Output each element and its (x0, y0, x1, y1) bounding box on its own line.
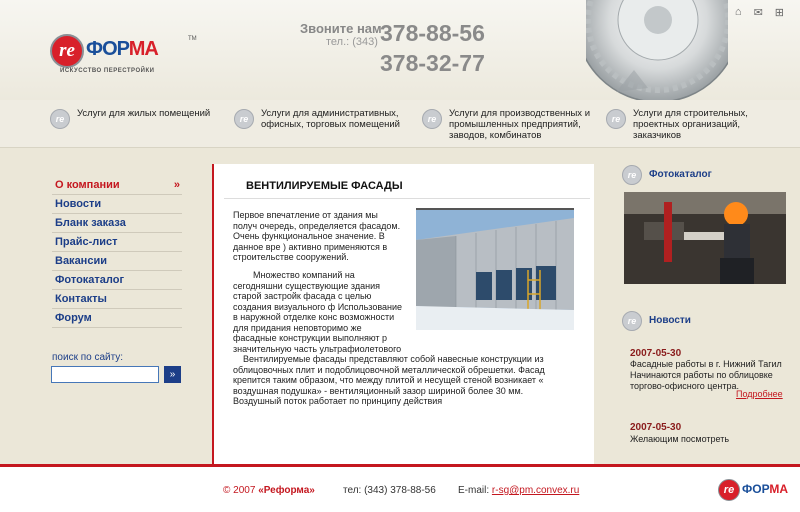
news-header[interactable] (622, 310, 691, 331)
top-icons (735, 6, 784, 19)
paragraph-3: Вентилируемые фасады представляют собой навесные конструкции из облицовочных плит и подоблицовочной металлической обрешетки. Фасад крепится таким образом, что между плитой и несущей стеной возникает « воздушная подушка» - вентиляционный зазор шириной более 30 мм. Воздушный поток работает по принципу действия (233, 354, 545, 406)
news-text-1[interactable]: Фасадные работы в г. Нижний Тагил Начинаются работы по облицовке торгово-офисного центра. (630, 359, 782, 391)
footer (0, 467, 800, 512)
service-industrial[interactable]: re Услуги для производственных и промышленных предприятий, заводов, комбинатов (422, 108, 592, 141)
logo-wordmark: ФОРМА (86, 38, 158, 60)
paragraph-2: Множество компаний на сегодняшни существующие здания старой застройк фасада с целью создания визуального ф Использование в наружной отделке конс возможности для придания неповторимо же фасадные конструкции выполняют р значительную часть ультрафиолетового (233, 270, 403, 354)
service-offices[interactable]: re Услуги для административных, офисных, торговых помещений (234, 108, 404, 130)
building-facade-image (416, 208, 574, 330)
nav-item-contacts[interactable]: Контакты (52, 290, 182, 309)
re-icon: re (50, 109, 70, 129)
phone-code: тел.: (343) (326, 36, 378, 48)
chevron-right-icon: » (173, 179, 180, 191)
header (0, 0, 800, 100)
main-content (212, 164, 594, 464)
news-text-2[interactable]: Желающим посмотреть (630, 434, 730, 444)
search-button[interactable]: » (164, 366, 181, 383)
email-link[interactable]: r-sg@pm.convex.ru (491, 485, 580, 496)
service-construction[interactable]: re Услуги для строительных, проектных организаций, заказчиков (606, 108, 776, 141)
saw-blade-image (586, 0, 728, 100)
re-icon: re (606, 109, 626, 129)
logo[interactable] (50, 34, 197, 78)
footer-email: E-mail: r-sg@pm.convex.ru (458, 485, 580, 496)
footer-phone: тел: (343) 378-88-56 (343, 485, 436, 496)
phone-number-1: 378-88-56 (380, 20, 485, 46)
photocatalog-header[interactable] (622, 164, 712, 185)
services-bar (0, 100, 800, 148)
page-title: ВЕНТИЛИРУЕМЫЕ ФАСАДЫ (246, 180, 403, 192)
nav-item-order-form[interactable]: Бланк заказа (52, 214, 182, 233)
nav-item-vacancies[interactable]: Вакансии (52, 252, 182, 271)
phone-call-label: Звоните нам (300, 21, 382, 36)
left-nav (52, 176, 182, 328)
news-more-link[interactable]: Подробнее (736, 389, 783, 399)
logo-mark: re (50, 34, 84, 68)
footer-logo-word: ФОРМА (742, 482, 789, 496)
footer-logo[interactable] (718, 477, 798, 507)
news-date-2: 2007-05-30 (630, 422, 682, 433)
title-divider (224, 198, 590, 199)
sitemap-icon[interactable]: ⊞ (774, 7, 784, 19)
nav-item-photocatalog[interactable]: Фотокаталог (52, 271, 182, 290)
re-icon: re (622, 311, 642, 331)
right-column (620, 164, 800, 464)
home-icon[interactable]: ⌂ (734, 6, 742, 18)
nav-item-news[interactable]: Новости (52, 195, 182, 214)
news-title: Новости (649, 315, 691, 326)
service-residential[interactable]: re Услуги для жилых помещений (50, 108, 220, 129)
search-label: поиск по сайту: (52, 352, 124, 363)
logo-tagline: ИСКУССТВО ПЕРЕСТРОЙКИ (60, 68, 155, 74)
photocatalog-image[interactable] (624, 192, 786, 284)
re-icon: re (422, 109, 442, 129)
mail-icon[interactable]: ✉ (753, 7, 763, 19)
nav-item-forum[interactable]: Форум (52, 309, 182, 328)
phone-number-2: 378-32-77 (380, 50, 485, 76)
paragraph-1: Первое впечатление от здания мы получ очередь, определяется фасадом. Очень функциональное значение. В данное вре ) активно применяются в строительстве сооружений. (233, 210, 401, 262)
logo-tm: TM (188, 36, 197, 42)
footer-copyright: © 2007 «Реформа» (223, 485, 315, 496)
news-date-1: 2007-05-30 (630, 348, 682, 359)
nav-item-about[interactable]: О компании » (52, 176, 182, 195)
footer-logo-mark: re (718, 479, 740, 501)
nav-item-price-list[interactable]: Прайс-лист (52, 233, 182, 252)
photocatalog-title: Фотокаталог (649, 169, 712, 180)
re-icon: re (622, 165, 642, 185)
re-icon: re (234, 109, 254, 129)
search-input[interactable] (51, 366, 159, 383)
